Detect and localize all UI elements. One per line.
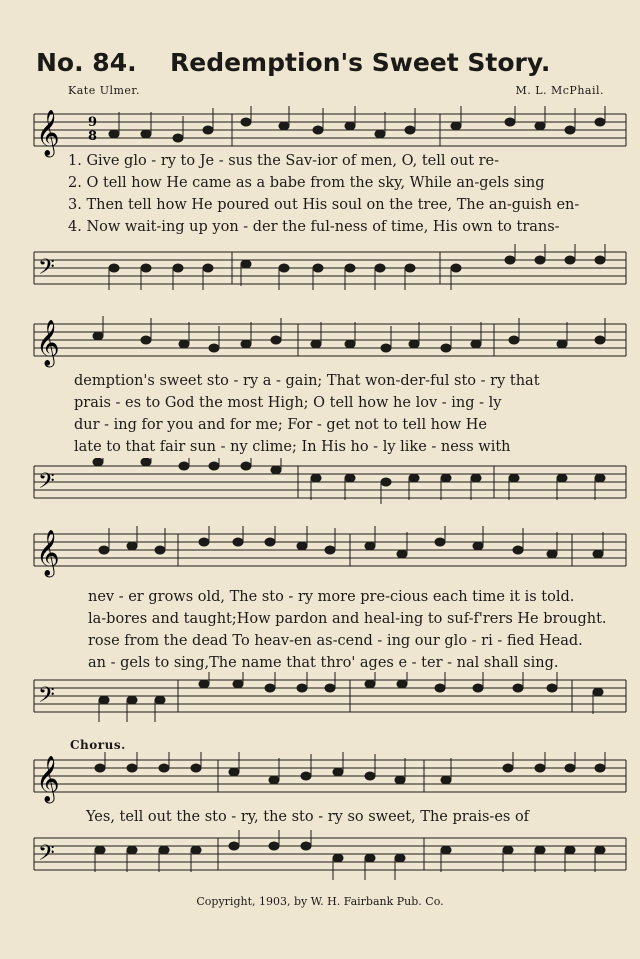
treble-clef-icon: 𝄞 [36, 110, 60, 156]
bass-clef-icon: 𝄢 [38, 841, 55, 871]
bass-staff [0, 672, 640, 732]
chorus-label: Chorus. [70, 738, 126, 752]
bass-staff [0, 830, 640, 890]
treble-clef-icon: 𝄞 [36, 530, 60, 576]
lyrics-block [68, 150, 628, 238]
bass-clef-icon: 𝄢 [38, 255, 55, 285]
lyric-line-verse-2: prais - es to God the most High; O tell how he lov - ing - ly [74, 395, 502, 411]
lyric-line-verse-3: 3. Then tell how He poured out His soul on the tree, The an-guish en- [68, 197, 580, 213]
lyric-line-verse-4: 4. Now wait-ing up yon - der the ful-ness of time, His own to trans- [68, 219, 560, 235]
treble-staff [0, 752, 640, 812]
lyric-line-verse-1: demption's sweet sto - ry a - gain; That won-der-ful sto - ry that [74, 373, 540, 389]
music-system-2 [0, 310, 640, 510]
treble-clef-icon: 𝄞 [36, 320, 60, 366]
treble-staff [0, 316, 640, 376]
treble-clef-icon: 𝄞 [36, 756, 60, 802]
title-row [36, 48, 616, 88]
lyric-line-verse-3: dur - ing for you and for me; For - get not to tell how He [74, 417, 488, 433]
bass-clef-icon: 𝄢 [38, 469, 55, 499]
bass-clef-icon: 𝄢 [38, 683, 55, 713]
lyrics-block [74, 370, 634, 458]
music-system-1 [0, 96, 640, 306]
hymn-number: No. 84. [36, 48, 137, 77]
time-signature: 9 [88, 115, 98, 130]
lyric-line-verse-4: late to that fair sun - ny clime; In His ho - ly like - ness with [74, 439, 511, 455]
bass-staff [0, 244, 640, 304]
music-system-4 [0, 752, 640, 892]
lyric-line-chorus: Yes, tell out the sto - ry, the sto - ry so sweet, The prais-es of [86, 809, 530, 825]
svg-text:8: 8 [88, 129, 98, 144]
lyric-line-verse-2: 2. O tell how He came as a babe from the sky, While an-gels sing [68, 175, 545, 191]
lyric-line-verse-1: nev - er grows old, The sto - ry more pre-cious each time it is told. [88, 589, 575, 605]
bass-staff [0, 458, 640, 518]
copyright-notice: Copyright, 1903, by W. H. Fairbank Pub. Co. [196, 895, 444, 908]
music-system-3 [0, 524, 640, 734]
lyric-line-verse-2: la-bores and taught;How pardon and heal-ing to suf-f'rers He brought. [88, 611, 607, 627]
lyrics-block [88, 586, 640, 674]
lyric-line-verse-3: rose from the dead To heav-en as-cend - ing our glo - ri - fied Head. [88, 633, 583, 649]
treble-staff [0, 526, 640, 586]
composer-credit: M. L. McPhail. [515, 84, 604, 97]
hymn-title: Redemption's Sweet Story. [170, 48, 551, 77]
lyric-line-verse-4: an - gels to sing,The name that thro' ages e - ter - nal shall sing. [88, 655, 559, 671]
author-credit: Kate Ulmer. [68, 84, 140, 97]
lyric-line-verse-1: 1. Give glo - ry to Je - sus the Sav-ior of men, O, tell out re- [68, 153, 500, 169]
lyrics-block [86, 806, 640, 828]
